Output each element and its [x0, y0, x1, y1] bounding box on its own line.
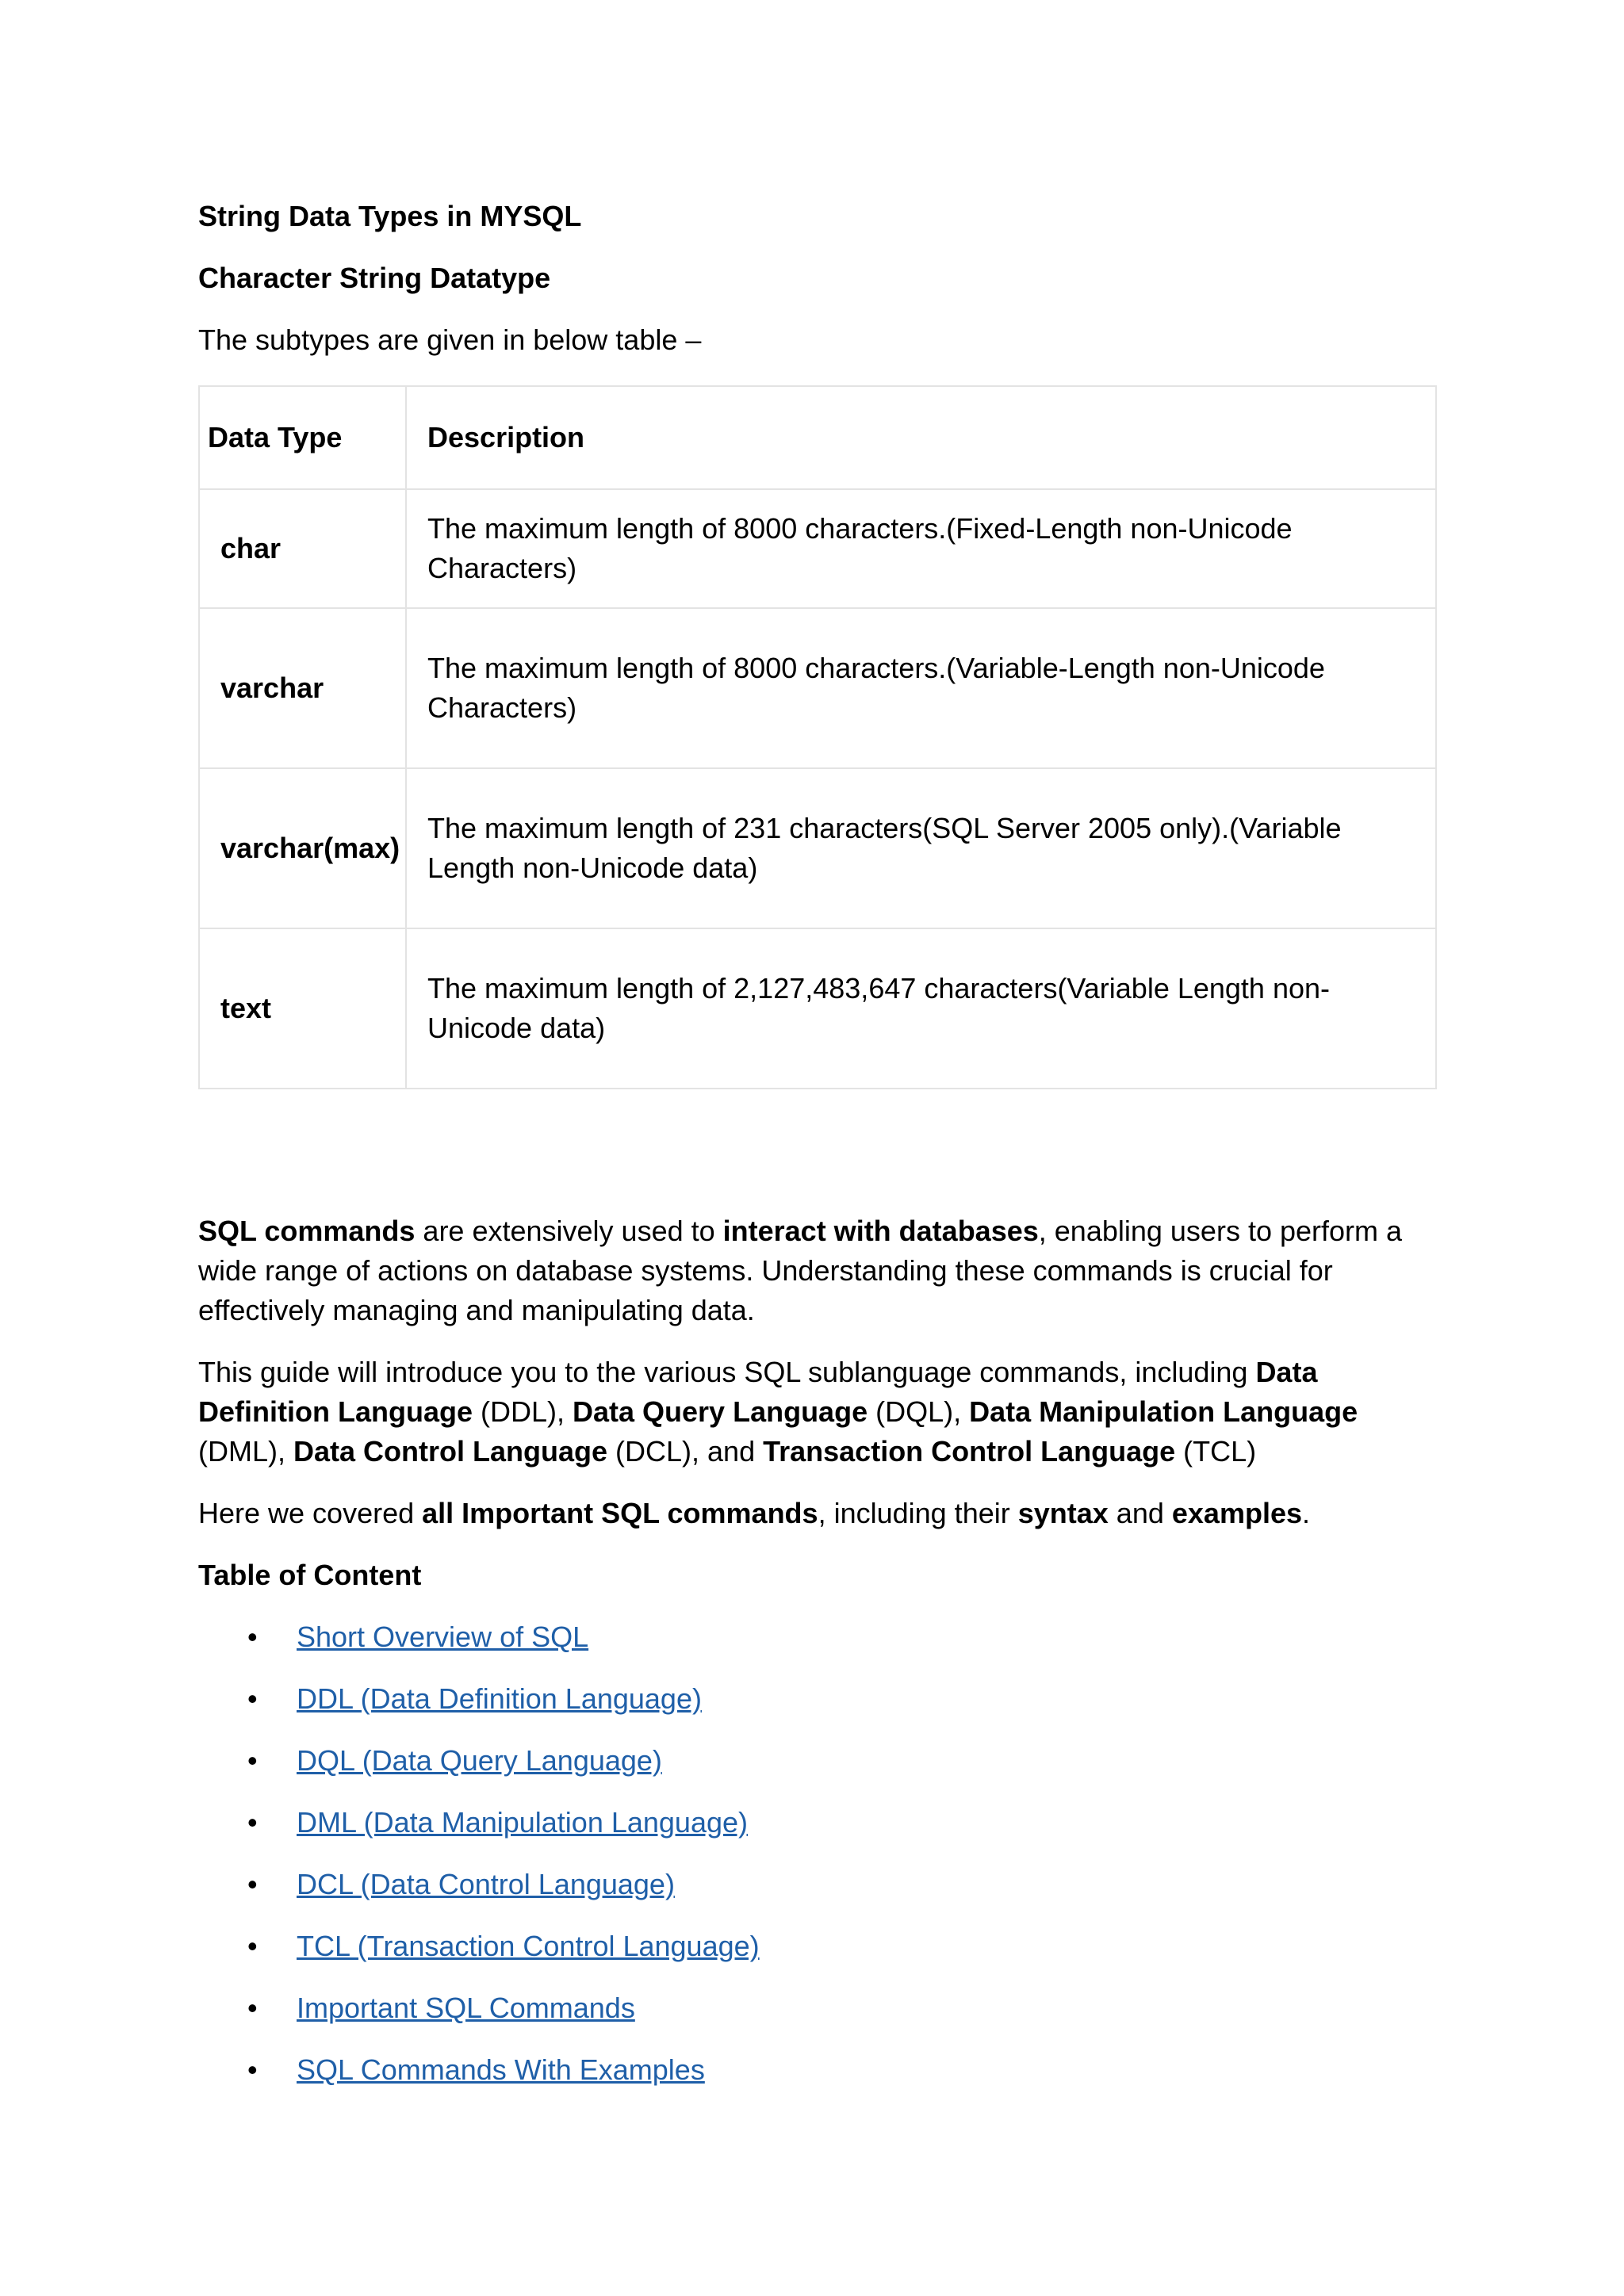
toc-link-sql-overview[interactable]: Short Overview of SQL [297, 1621, 589, 1653]
header-data-type: Data Type [199, 386, 406, 489]
section-subtitle: Character String Datatype [198, 262, 551, 294]
bullet-icon: • [247, 1930, 258, 1962]
text-run: This guide will introduce you to the various SQL sublanguage commands, including [198, 1356, 1256, 1388]
toc-item [198, 1679, 1437, 1719]
toc-item [198, 2050, 1437, 2090]
bullet-icon: • [247, 1744, 258, 1777]
table-row [199, 768, 1436, 928]
text-run: are extensively used to [415, 1215, 723, 1247]
document-title: String Data Types in MYSQL [198, 200, 582, 232]
bold-text: Data Control Language [293, 1435, 608, 1468]
toc-item [198, 1927, 1437, 1966]
bold-text: examples [1171, 1497, 1302, 1529]
text-run: (TCL) [1175, 1435, 1257, 1468]
text-run: Here we covered [198, 1497, 423, 1529]
toc-item [198, 1988, 1437, 2028]
table-row [199, 928, 1436, 1089]
text-run: , including their [818, 1497, 1018, 1529]
bullet-icon: • [247, 1621, 258, 1653]
toc-item [198, 1865, 1437, 1904]
cell-type: varchar [199, 608, 406, 768]
bold-text: Transaction Control Language [763, 1435, 1176, 1468]
toc-link-important-commands[interactable]: Important SQL Commands [297, 1992, 635, 2024]
toc-item [198, 1803, 1437, 1843]
toc-link-dml[interactable]: DML (Data Manipulation Language) [297, 1806, 749, 1839]
toc-item [198, 1741, 1437, 1781]
table-row [199, 608, 1436, 768]
bold-text: all Important SQL commands [422, 1497, 818, 1529]
text-run: (DCL), and [607, 1435, 764, 1468]
data-types-table [198, 385, 1437, 1089]
bullet-icon: • [247, 2053, 258, 2086]
text-run: (DQL), [868, 1395, 970, 1428]
text-run: . [1301, 1497, 1310, 1529]
toc-link-commands-examples[interactable]: SQL Commands With Examples [297, 2053, 705, 2086]
text-run: , enabling users to perform a wide range of actions on database systems. Understanding these commands is crucial for effectively managing and manipulating data. [198, 1215, 1403, 1326]
sql-commands-paragraph [198, 1211, 1437, 1330]
table-header-row [199, 386, 1436, 489]
toc-link-ddl[interactable]: DDL (Data Definition Language) [297, 1682, 702, 1715]
bullet-icon: • [247, 1806, 258, 1839]
intro-text: The subtypes are given in below table – [198, 323, 702, 356]
bold-text: Data Manipulation Language [969, 1395, 1358, 1428]
toc-title: Table of Content [198, 1559, 422, 1591]
cell-type: text [199, 928, 406, 1089]
bold-text: SQL commands [198, 1215, 416, 1247]
bullet-icon: • [247, 1682, 258, 1715]
toc-link-dql[interactable]: DQL (Data Query Language) [297, 1744, 662, 1777]
cell-type: char [199, 489, 406, 608]
sublanguages-paragraph [198, 1353, 1437, 1471]
table-row [199, 489, 1436, 608]
coverage-paragraph [198, 1494, 1437, 1533]
bullet-icon: • [247, 1868, 258, 1900]
text-run: (DDL), [473, 1395, 573, 1428]
toc-item [198, 1617, 1437, 1657]
toc-list [198, 1617, 1437, 2090]
bold-text: syntax [1017, 1497, 1109, 1529]
cell-description: The maximum length of 2,127,483,647 characters(Variable Length non-Unicode data) [406, 928, 1436, 1089]
text-run: (DML), [198, 1435, 293, 1468]
bold-text: interact with databases [722, 1215, 1039, 1247]
header-description: Description [406, 386, 1436, 489]
bold-text: Data Definition Language [198, 1356, 1318, 1428]
cell-description: The maximum length of 231 characters(SQL Server 2005 only).(Variable Length non-Unicode data) [406, 768, 1436, 928]
toc-link-tcl[interactable]: TCL (Transaction Control Language) [297, 1930, 760, 1962]
toc-link-dcl[interactable]: DCL (Data Control Language) [297, 1868, 675, 1900]
cell-description: The maximum length of 8000 characters.(Fixed-Length non-Unicode Characters) [406, 489, 1436, 608]
bullet-icon: • [247, 1992, 258, 2024]
cell-type: varchar(max) [199, 768, 406, 928]
cell-description: The maximum length of 8000 characters.(Variable-Length non-Unicode Characters) [406, 608, 1436, 768]
text-run: and [1108, 1497, 1172, 1529]
bold-text: Data Query Language [573, 1395, 868, 1428]
